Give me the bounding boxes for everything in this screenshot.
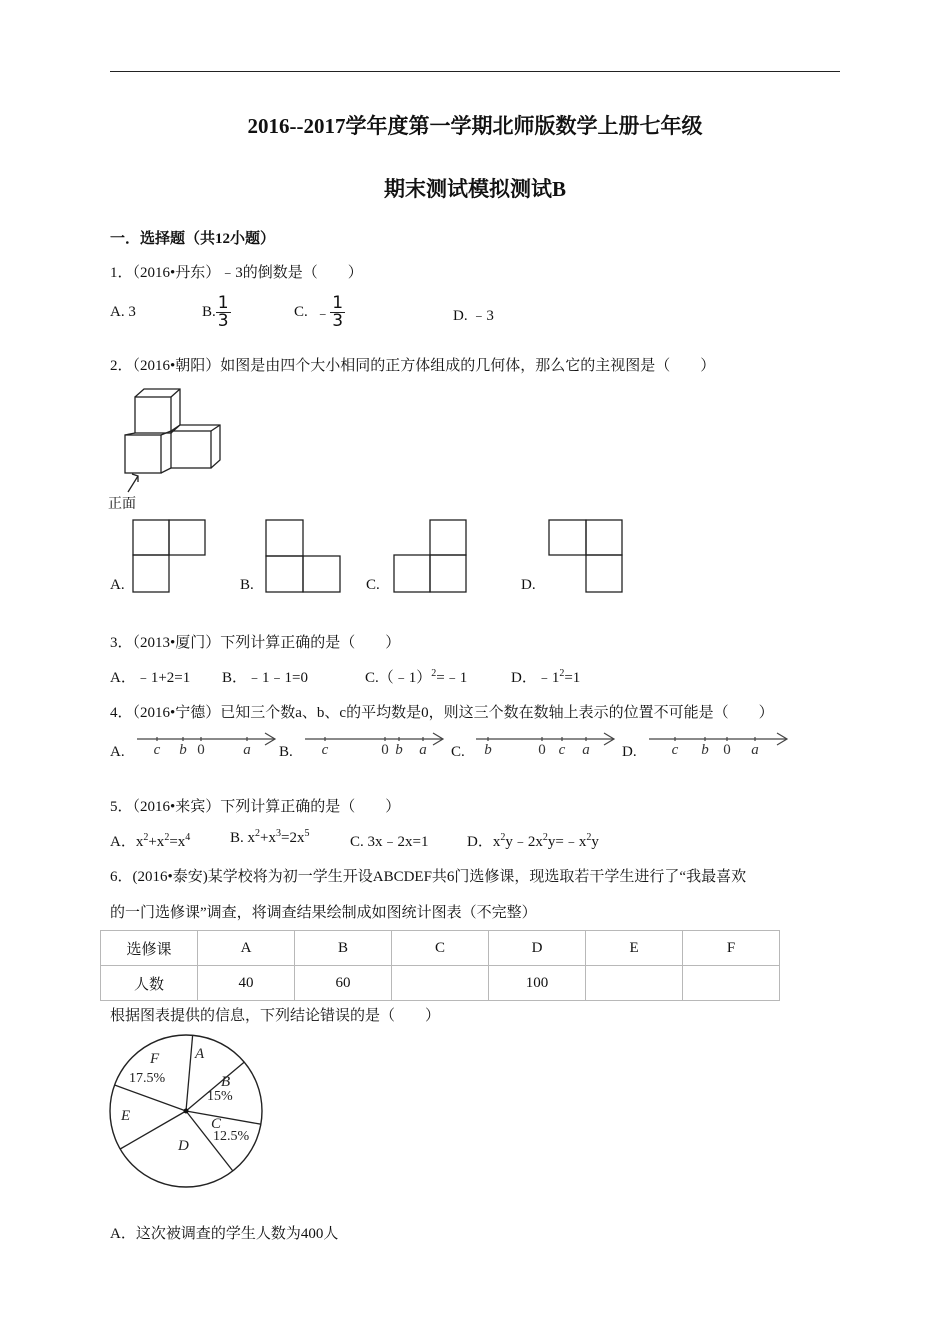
section-heading: 一．选择题（共12小题） [110, 231, 276, 247]
q1-fraction-c: $\frac{1}{3}$ [332, 293, 344, 331]
q5-option-c: C. 3x﹣2x=1 [350, 834, 429, 850]
axis-label: c [321, 742, 329, 758]
q4-option-b-axis [303, 730, 448, 760]
q2-option-a-figure [132, 519, 208, 595]
axis-label: 0 [197, 742, 205, 758]
axis-label: a [582, 742, 590, 758]
table-row [101, 931, 780, 966]
q1-option-c: C. ﹣ $\frac{1}{3}$ [294, 293, 344, 331]
table-cell: E [586, 931, 683, 966]
axis-label: 0 [723, 742, 731, 758]
pie-slice-label-b: B [221, 1074, 231, 1090]
q2-option-b-figure [265, 519, 343, 595]
q4-option-a-label: A. [110, 744, 125, 760]
q1-option-b: B. $\frac{1}{3}$ [202, 293, 229, 331]
header-rule [110, 71, 840, 72]
axis-label: 0 [538, 742, 546, 758]
pie-slice-divider [186, 1111, 261, 1124]
q6-stem-line2: 的一门选修课”调查，将调查结果绘制成如图统计图表（不完整） [110, 905, 537, 921]
table-cell: 40 [198, 966, 295, 1001]
pie-chart [105, 1030, 270, 1195]
q3-option-d: D．$﹣1^2=1$ [511, 668, 581, 686]
q5-option-b: B. $x^2+x^3=2x^5$ [230, 828, 310, 846]
axis-label: a [419, 742, 427, 758]
q4-option-c-axis [474, 730, 619, 760]
q4-stem: 4．（2016•宁德）已知三个数a、b、c的平均数是0，则这三个数在数轴上表示的位置不可能是（ ） [110, 705, 774, 721]
pie-slice-label-f: F [150, 1051, 160, 1067]
q1-stem: 1．（2016•丹东）﹣3的倒数是（ ） [110, 265, 363, 281]
table-cell: 人数 [101, 966, 198, 1001]
q2-option-d-figure [548, 519, 626, 595]
document-title-line2: 期末测试模拟测试B [383, 177, 566, 201]
axis-label: 0 [381, 742, 389, 758]
table-cell: B [295, 931, 392, 966]
table-cell: F [683, 931, 780, 966]
table-cell: C [392, 931, 489, 966]
q6-after-table: 根据图表提供的信息，下列结论错误的是（ ） [110, 1008, 441, 1024]
table-cell: 选修课 [101, 931, 198, 966]
q4-option-c-label: C. [451, 744, 465, 760]
q4-option-d-axis [647, 730, 792, 760]
q2-option-a-label: A. [110, 577, 125, 593]
axis-label: b [701, 742, 709, 758]
q2-option-c-figure [393, 519, 469, 595]
table-cell [392, 966, 489, 1001]
table-cell: 60 [295, 966, 392, 1001]
pie-center [184, 1109, 189, 1114]
table-cell: 100 [489, 966, 586, 1001]
q1-option-a: A. 3 [110, 304, 136, 320]
axis-label: a [243, 742, 251, 758]
q3-option-c: C.（﹣1）$^2$=﹣1 [365, 668, 468, 686]
q2-option-c-label: C. [366, 577, 380, 593]
table-cell [586, 966, 683, 1001]
q2-option-b-label: B. [240, 577, 254, 593]
q2-stem: 2．（2016•朝阳）如图是由四个大小相同的正方体组成的几何体，那么它的主视图是（ ） [110, 358, 716, 374]
axis-label: b [395, 742, 403, 758]
q6-stem-line1: 6．(2016•泰安)某学校将为初一学生开设ABCDEF共6门选修课，现选取若干学生进行了“我最喜欢 [110, 869, 747, 885]
pie-slice-label-a: A [195, 1046, 205, 1062]
axis-label: c [153, 742, 161, 758]
q2-front-label: 正面 [108, 496, 136, 512]
q4-option-d-label: D. [622, 744, 637, 760]
pie-slice-percent-f: 17.5% [129, 1071, 166, 1086]
q1-fraction-b: $\frac{1}{3}$ [217, 293, 229, 331]
axis-label: b [179, 742, 187, 758]
survey-table [100, 930, 780, 1001]
q6-option-a: A．这次被调查的学生人数为400人 [110, 1226, 339, 1242]
axis-label: a [751, 742, 759, 758]
pie-slice-label-e: E [121, 1108, 131, 1124]
q3-stem: 3．（2013•厦门）下列计算正确的是（ ） [110, 635, 401, 651]
pie-slice-divider [186, 1035, 193, 1111]
document-title-line1: 2016--2017学年度第一学期北师版数学上册七年级 [247, 114, 703, 138]
pie-slice-percent-c: 12.5% [213, 1129, 250, 1144]
q5-option-d: D．$x^2y﹣2x^2y=﹣x^2y$ [467, 832, 599, 850]
pie-slice-label-d: D [178, 1138, 189, 1154]
table-row [101, 966, 780, 1001]
axis-label: c [558, 742, 566, 758]
q3-option-b: B．﹣1﹣1=0 [222, 670, 308, 686]
pie-slice-label-c: C [211, 1116, 222, 1132]
pie-slice-percent-b: 15% [207, 1089, 233, 1104]
q3-option-a: A．﹣1+2=1 [110, 670, 191, 686]
table-cell: D [489, 931, 586, 966]
table-cell [683, 966, 780, 1001]
q5-option-a: A．$x^2+x^2=x^4$ [110, 832, 191, 850]
q2-option-d-label: D. [521, 577, 536, 593]
q4-option-a-axis [135, 730, 280, 760]
axis-label: b [484, 742, 492, 758]
axis-label: c [671, 742, 679, 758]
q5-stem: 5．（2016•来宾）下列计算正确的是（ ） [110, 799, 401, 815]
q1-option-d: D. ﹣3 [453, 308, 494, 324]
q4-option-b-label: B. [279, 744, 293, 760]
table-cell: A [198, 931, 295, 966]
